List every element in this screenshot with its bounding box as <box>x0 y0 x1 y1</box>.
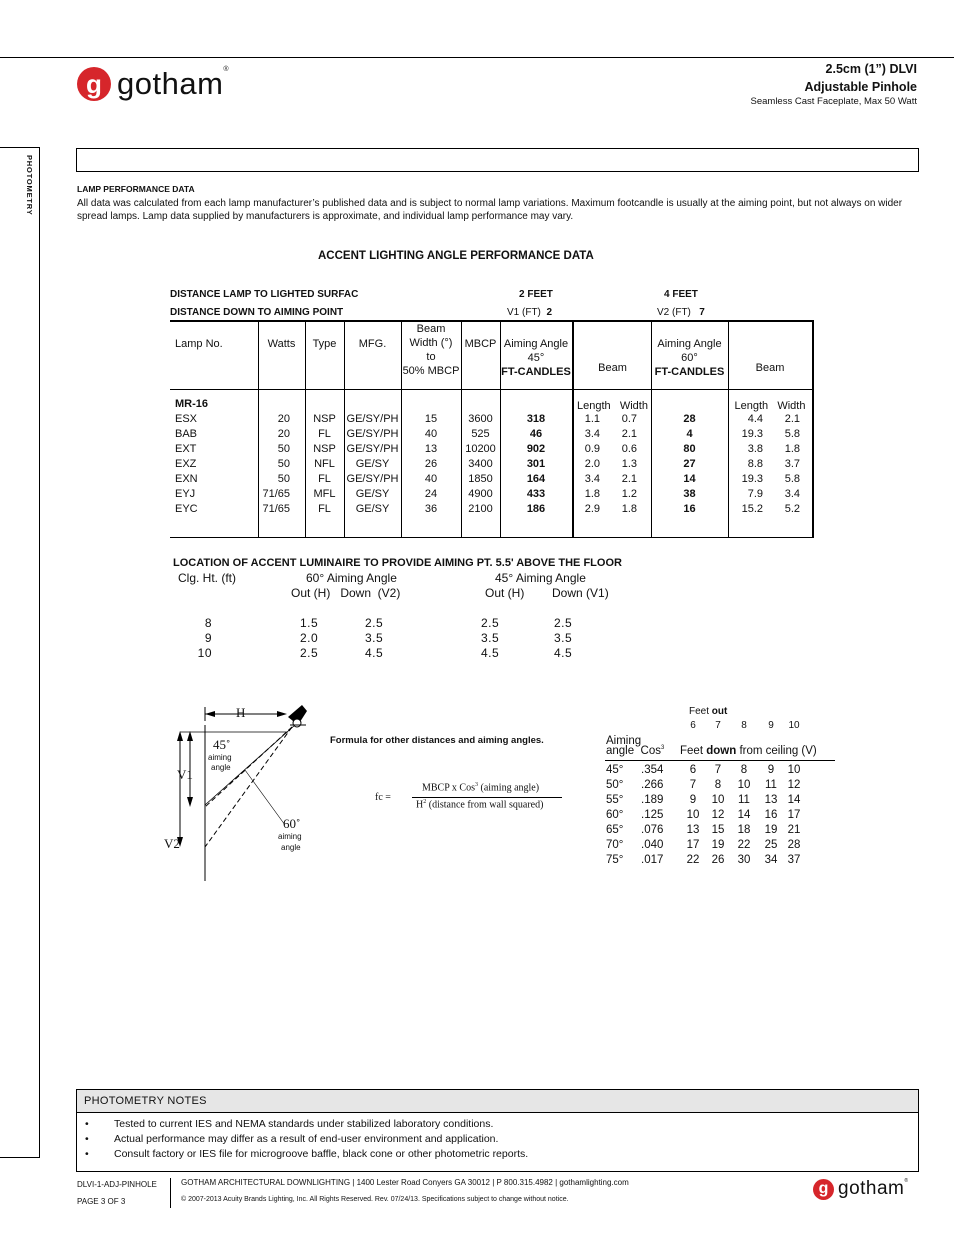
perf-cell-mfg: GE/SY/PH <box>346 413 399 425</box>
location-cell-h: 9 <box>204 631 212 645</box>
formula-fc: fc = <box>375 792 391 803</box>
perf-cell-watts: 71/65 <box>262 503 290 515</box>
accent-title: ACCENT LIGHTING ANGLE PERFORMANCE DATA <box>318 250 594 262</box>
distance-down-label: DISTANCE DOWN TO AIMING POINT <box>170 307 344 318</box>
feet-out-value: 8 <box>741 720 747 731</box>
intro-body: All data was calculated from each lamp manufacturer’s published data and is subject to normal lamp variations. Maximum footcandle is usually at the aiming point, but not always on wider spread lamps. Lamp data supplied by manufacturers is approximate, and individual lamp performance may vary. <box>77 198 903 222</box>
hdr-mfg: MFG. <box>358 338 387 350</box>
perf-cell-fc60: 27 <box>683 458 696 470</box>
diagram-h: H <box>236 705 246 720</box>
perf-cell-l1: 0.9 <box>584 443 600 455</box>
product-title: 2.5cm (1”) DLVI <box>825 62 917 76</box>
feet-down-value: 28 <box>787 839 801 851</box>
footer-company: GOTHAM ARCHITECTURAL DOWNLIGHTING | 1400 Lester Road Conyers GA 30012 | P 800.315.4982 | gothamlighting.com <box>181 1178 629 1187</box>
perf-cell-mbcp: 3400 <box>468 458 493 470</box>
perf-cell-l2: 15.2 <box>741 503 763 515</box>
perf-cell-mfg: GE/SY/PH <box>346 473 399 485</box>
feet-down-value: 11 <box>765 779 777 791</box>
perf-cell-lamp: EXT <box>175 443 197 455</box>
perf-cell-fc45: 902 <box>526 443 546 455</box>
cos-value: .189 <box>641 794 664 806</box>
feet-down-value: 6 <box>689 764 697 776</box>
cos-angle: 55° <box>606 794 624 806</box>
location-cell-d45: 2.5 <box>554 616 573 630</box>
footer-page: PAGE 3 OF 3 <box>77 1197 126 1206</box>
perf-cell-fc45: 164 <box>526 473 546 485</box>
feet-down-value: 18 <box>737 824 751 836</box>
cos-feet-down-header: Feet down from ceiling (V) <box>680 745 817 757</box>
feet-down-value: 10 <box>787 764 801 776</box>
cos-angle: 45° <box>606 764 624 776</box>
perf-cell-l1: 3.4 <box>584 428 600 440</box>
feet-down-value: 7 <box>689 779 697 791</box>
perf-cell-watts: 71/65 <box>262 488 290 500</box>
feet-down-value: 25 <box>764 839 778 851</box>
cos-header-rule <box>605 760 835 761</box>
perf-cell-type: NSP <box>313 413 336 425</box>
table-header-rule <box>170 389 814 390</box>
perf-cell-w1: 2.1 <box>621 473 637 485</box>
perf-cell-type: NFL <box>314 458 335 470</box>
aim60-label: 60° Aiming Angle <box>306 571 397 585</box>
perf-cell-l1: 1.8 <box>584 488 600 500</box>
feet-down-value: 11 <box>738 794 750 806</box>
col-4-feet: 4 FEET <box>664 289 698 300</box>
sidebar-top-rule <box>0 147 40 148</box>
aim45-sub-down: Down (V1) <box>552 586 609 600</box>
footer-doc-id: DLVI-1-ADJ-PINHOLE <box>77 1180 157 1189</box>
fixture-icon <box>288 705 307 727</box>
note-text: Tested to current IES and NEMA standards under stabilized laboratory conditions. <box>114 1118 494 1130</box>
location-cell-d45: 3.5 <box>554 631 573 645</box>
perf-cell-w1: 0.7 <box>621 413 637 425</box>
feet-down-value: 17 <box>787 809 801 821</box>
feet-down-value: 9 <box>689 794 697 806</box>
note-text: Actual performance may differ as a result of end-user environment and application. <box>114 1133 499 1145</box>
feet-down-value: 17 <box>686 839 700 851</box>
perf-cell-type: FL <box>318 503 331 515</box>
diagram-angle-2: angle <box>281 843 301 852</box>
perf-cell-w2: 1.8 <box>784 443 800 455</box>
feet-down-value: 7 <box>714 764 722 776</box>
location-cell-d60: 2.5 <box>365 616 384 630</box>
perf-cell-mfg: GE/SY <box>355 503 390 515</box>
aiming-diagram <box>160 695 340 885</box>
feet-down-value: 14 <box>737 809 751 821</box>
cos-angle: 75° <box>606 854 624 866</box>
sidebar-divider <box>39 147 40 1158</box>
perf-cell-w1: 0.6 <box>621 443 637 455</box>
location-title: LOCATION OF ACCENT LUMINAIRE TO PROVIDE AIMING PT. 5.5' ABOVE THE FLOOR <box>173 557 622 569</box>
perf-cell-lamp: EYC <box>175 503 198 515</box>
distance-label: DISTANCE LAMP TO LIGHTED SURFAC <box>170 289 359 300</box>
sidebar-bottom-rule <box>0 1157 40 1158</box>
perf-cell-bw: 40 <box>424 428 438 440</box>
perf-cell-type: FL <box>318 473 331 485</box>
feet-down-value: 15 <box>711 824 725 836</box>
perf-cell-mbcp: 2100 <box>468 503 493 515</box>
diagram-aiming-2: aiming <box>278 832 302 841</box>
diagram-v2: V2 <box>164 836 180 851</box>
perf-cell-lamp: EXN <box>175 473 198 485</box>
perf-cell-type: MFL <box>313 488 336 500</box>
perf-cell-watts: 50 <box>277 473 290 485</box>
perf-cell-fc45: 301 <box>526 458 546 470</box>
perf-cell-w2: 5.8 <box>784 428 800 440</box>
feet-down-value: 19 <box>711 839 725 851</box>
logo-text: gotham® <box>117 66 230 101</box>
feet-down-value: 12 <box>787 779 801 791</box>
aim60-sub: Out (H) Down (V2) <box>291 586 401 600</box>
location-cell-o60: 1.5 <box>300 616 319 630</box>
feet-down-value: 14 <box>787 794 801 806</box>
cos-value: .125 <box>641 809 664 821</box>
feet-down-value: 10 <box>737 779 751 791</box>
notes-box <box>76 1089 919 1172</box>
hdr-aim60: Aiming Angle 60° FT-CANDLES <box>654 338 725 378</box>
perf-cell-bw: 26 <box>424 458 438 470</box>
diagram-aiming-1: aiming <box>208 753 232 762</box>
perf-cell-bw: 36 <box>424 503 438 515</box>
diagram-angle-1: angle <box>211 763 231 772</box>
perf-cell-watts: 20 <box>277 428 290 440</box>
perf-cell-fc45: 46 <box>529 428 543 440</box>
feet-down-value: 9 <box>767 764 775 776</box>
feet-down-value: 8 <box>714 779 722 791</box>
brand-logo <box>77 66 229 102</box>
footer-logo-text: gotham® <box>838 1178 909 1199</box>
location-cell-d60: 4.5 <box>365 646 384 660</box>
perf-cell-fc60: 14 <box>683 473 696 485</box>
perf-cell-l2: 3.8 <box>747 443 763 455</box>
perf-cell-l2: 8.8 <box>747 458 763 470</box>
feet-down-value: 10 <box>686 809 700 821</box>
sidebar-label: PHOTOMETRY <box>25 155 34 216</box>
feet-down-value: 8 <box>740 764 748 776</box>
table-bottom-rule <box>170 537 814 538</box>
perf-cell-mfg: GE/SY/PH <box>346 428 399 440</box>
note-text: Consult factory or IES file for microgroove baffle, black cone or other photometric reports. <box>114 1148 529 1160</box>
location-cell-o45: 2.5 <box>481 616 500 630</box>
perf-cell-w1: 2.1 <box>621 428 637 440</box>
perf-cell-lamp: BAB <box>175 428 198 440</box>
perf-cell-watts: 50 <box>277 458 290 470</box>
footer-logo-g-icon: g <box>813 1179 834 1200</box>
hdr-watts: Watts <box>267 338 296 350</box>
formula-title: Formula for other distances and aiming angles. <box>330 735 544 746</box>
cos-angle: 60° <box>606 809 624 821</box>
feet-down-value: 16 <box>764 809 778 821</box>
product-description: Seamless Cast Faceplate, Max 50 Watt <box>750 96 917 107</box>
col-2-feet: 2 FEET <box>519 289 553 300</box>
feet-out-label: Feet out <box>689 706 728 717</box>
perf-cell-l2: 19.3 <box>741 428 763 440</box>
perf-cell-fc45: 318 <box>526 413 546 425</box>
perf-cell-w1: 1.8 <box>621 503 637 515</box>
bullet-icon: • <box>85 1118 89 1130</box>
location-cell-o45: 4.5 <box>481 646 500 660</box>
v1-label: V1 (FT) 2 <box>507 307 553 318</box>
intro-heading: LAMP PERFORMANCE DATA <box>77 184 195 194</box>
perf-cell-bw: 13 <box>424 443 438 455</box>
perf-cell-fc45: 433 <box>526 488 546 500</box>
perf-cell-l1: 1.1 <box>584 413 600 425</box>
location-cell-o60: 2.5 <box>300 646 319 660</box>
perf-cell-watts: 50 <box>277 443 290 455</box>
formula-denominator: $H^2$ (distance from wall squared) <box>416 799 544 811</box>
perf-cell-bw: 24 <box>424 488 438 500</box>
section-header-box <box>76 148 919 172</box>
hdr-beam-2: Beam Length Width <box>734 362 806 412</box>
feet-out-value: 9 <box>768 720 774 731</box>
perf-cell-mfg: GE/SY <box>355 488 390 500</box>
location-cell-h: 10 <box>197 646 212 660</box>
location-cell-o60: 2.0 <box>300 631 319 645</box>
perf-cell-mbcp: 1850 <box>468 473 493 485</box>
perf-cell-l1: 2.0 <box>584 458 600 470</box>
cos-angle-header: angle Cos$^3$ <box>606 745 665 757</box>
feet-out-value: 10 <box>788 720 800 731</box>
feet-down-value: 22 <box>686 854 700 866</box>
feet-out-value: 7 <box>715 720 721 731</box>
logo-g-icon: g <box>77 67 111 101</box>
perf-cell-mbcp: 10200 <box>465 443 496 455</box>
perf-cell-fc60: 4 <box>686 428 693 440</box>
hdr-lamp: Lamp No. <box>175 338 223 350</box>
perf-cell-fc60: 38 <box>683 488 696 500</box>
perf-cell-w1: 1.3 <box>621 458 637 470</box>
perf-cell-watts: 20 <box>277 413 290 425</box>
lamp-group: MR-16 <box>175 398 209 410</box>
cos-angle: 65° <box>606 824 624 836</box>
bullet-icon: • <box>85 1148 89 1160</box>
perf-cell-mbcp: 3600 <box>468 413 493 425</box>
cos-value: .354 <box>641 764 664 776</box>
cos-value: .017 <box>641 854 664 866</box>
feet-out-value: 6 <box>690 720 696 731</box>
notes-title: PHOTOMETRY NOTES <box>77 1090 918 1113</box>
product-subtitle: Adjustable Pinhole <box>804 80 917 94</box>
hdr-mbcp: MBCP <box>464 338 497 350</box>
perf-cell-lamp: EXZ <box>175 458 197 470</box>
feet-down-value: 10 <box>711 794 725 806</box>
diagram-45: 45˚ <box>213 737 231 752</box>
perf-cell-w2: 5.8 <box>784 473 800 485</box>
feet-down-value: 13 <box>764 794 778 806</box>
location-cell-h: 8 <box>204 616 212 630</box>
perf-cell-mbcp: 4900 <box>468 488 493 500</box>
formula-fraction-bar <box>412 797 562 798</box>
diagram-v1: V1 <box>177 767 193 782</box>
note-item <box>77 1148 918 1160</box>
perf-cell-l1: 2.9 <box>584 503 600 515</box>
hdr-beam-width: Beam Width (°) to 50% MBCP <box>402 323 460 377</box>
perf-cell-l2: 7.9 <box>747 488 763 500</box>
perf-cell-w2: 3.4 <box>784 488 800 500</box>
table-top-rule <box>170 320 814 322</box>
perf-cell-mbcp: 525 <box>471 428 490 440</box>
perf-cell-mfg: GE/SY/PH <box>346 443 399 455</box>
v2-label: V2 (FT) 7 <box>657 307 705 318</box>
cos-value: .076 <box>641 824 664 836</box>
perf-cell-w2: 3.7 <box>784 458 800 470</box>
aim45-label: 45° Aiming Angle <box>495 571 586 585</box>
feet-down-value: 21 <box>787 824 801 836</box>
perf-cell-l2: 4.4 <box>747 413 763 425</box>
cos-value: .266 <box>641 779 664 791</box>
perf-cell-fc45: 186 <box>526 503 546 515</box>
perf-cell-lamp: ESX <box>175 413 198 425</box>
feet-down-value: 30 <box>737 854 751 866</box>
cos-value: .040 <box>641 839 664 851</box>
perf-cell-fc60: 80 <box>683 443 696 455</box>
cos-angle: 50° <box>606 779 624 791</box>
formula-numerator: MBCP x Cos$^3$ (aiming angle) <box>422 782 540 794</box>
location-cell-d45: 4.5 <box>554 646 573 660</box>
perf-cell-w2: 5.2 <box>784 503 800 515</box>
footer-logo <box>813 1178 909 1200</box>
perf-cell-fc60: 28 <box>683 413 696 425</box>
feet-down-value: 19 <box>764 824 778 836</box>
perf-cell-w2: 2.1 <box>784 413 800 425</box>
diagram-60: 60˚ <box>283 816 301 831</box>
hdr-beam-1: Beam Length Width <box>577 362 648 412</box>
feet-down-value: 22 <box>737 839 751 851</box>
clg-height-label: Clg. Ht. (ft) <box>178 571 237 585</box>
perf-cell-l1: 3.4 <box>584 473 600 485</box>
feet-down-value: 34 <box>764 854 778 866</box>
bullet-icon: • <box>85 1133 89 1145</box>
notes-list <box>77 1113 918 1160</box>
perf-cell-l2: 19.3 <box>741 473 763 485</box>
hdr-type: Type <box>312 338 337 350</box>
top-rule <box>0 57 954 58</box>
location-cell-d60: 3.5 <box>365 631 384 645</box>
cos-aiming: Aiming <box>606 735 642 747</box>
location-cell-o45: 3.5 <box>481 631 500 645</box>
cos-angle: 70° <box>606 839 624 851</box>
feet-down-value: 12 <box>711 809 725 821</box>
col-divider <box>812 321 814 538</box>
note-item <box>77 1118 918 1130</box>
aim45-sub-out: Out (H) <box>485 586 525 600</box>
perf-cell-fc60: 16 <box>683 503 696 515</box>
perf-cell-bw: 40 <box>424 473 438 485</box>
perf-cell-type: FL <box>318 428 331 440</box>
perf-cell-lamp: EYJ <box>175 488 196 500</box>
footer-copyright: © 2007-2013 Acuity Brands Lighting, Inc. All Rights Reserved. Rev. 07/24/13. Specifications subject to change without notice. <box>181 1196 569 1203</box>
feet-down-value: 37 <box>787 854 801 866</box>
feet-down-value: 13 <box>686 824 700 836</box>
perf-cell-bw: 15 <box>424 413 438 425</box>
footer-divider <box>170 1178 171 1208</box>
feet-down-value: 26 <box>711 854 725 866</box>
perf-cell-w1: 1.2 <box>621 488 637 500</box>
perf-cell-type: NSP <box>313 443 336 455</box>
note-item <box>77 1133 918 1145</box>
perf-cell-mfg: GE/SY <box>355 458 390 470</box>
hdr-aim45: Aiming Angle 45° FT-CANDLES <box>501 338 571 378</box>
